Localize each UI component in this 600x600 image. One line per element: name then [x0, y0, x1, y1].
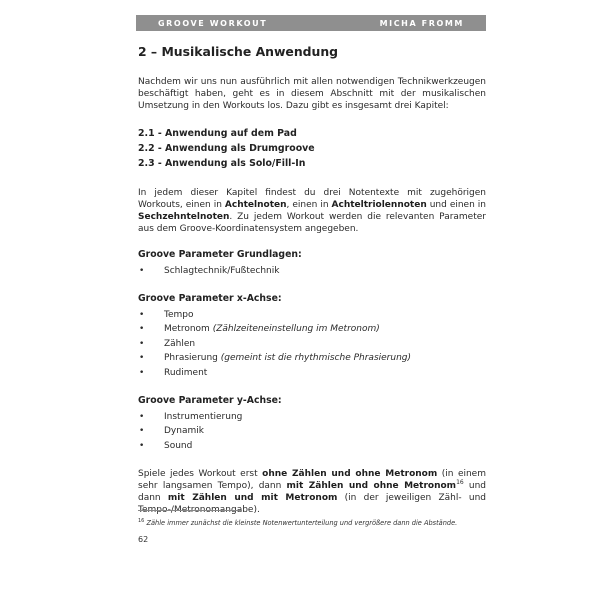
bullet-icon: •: [139, 353, 145, 364]
section-heading: Groove Parameter y-Achse:: [138, 394, 282, 406]
header-book-title: GROOVE WORKOUT: [158, 18, 268, 28]
list-item: • Schlagtechnik/Fußtechnik: [138, 264, 486, 279]
bullet-icon: •: [139, 367, 145, 378]
subchapter-item: 2.3 - Anwendung als Solo/Fill-In: [138, 158, 306, 169]
bullet-icon: •: [139, 266, 145, 276]
list-item: • Sound: [138, 439, 486, 454]
list-item: • Rudiment: [138, 366, 486, 381]
notation-paragraph: In jedem dieser Kapitel findest du drei Notentexte mit zugehörigen Workouts, einen in Achtelnoten, einen in Achteltriolennoten und einen in Sechzehntelnoten. Zu jedem Workout werden die relevanten Parameter aus dem Groove-Koordinatensystem angegeben.: [138, 188, 486, 234]
practice-paragraph: Spiele jedes Workout erst ohne Zählen und ohne Metronom (in einem sehr langsamen Tempo), dann mit Zählen und ohne Metronom$^{16}$ und dann mit Zählen und mit Metronom (in der jeweiligen Zähl- und Tempo-/Metronomangabe).: [138, 469, 487, 516]
intro-paragraph: Nachdem wir uns nun ausführlich mit allen notwendigen Technikwerkzeugen beschäftigt haben, geht es in diesem Abschnitt mit der musikalischen Umsetzung in den Workouts los. Dazu gibt es insgesamt drei Kapitel:: [138, 77, 486, 111]
subchapter-list: [138, 126, 486, 171]
footnote-marker: 16: [456, 479, 464, 487]
page-body: [138, 44, 486, 516]
list-item: • Tempo: [138, 308, 486, 323]
chapter-title: 2 – Musikalische Anwendung: [138, 44, 339, 59]
bullet-icon: •: [139, 426, 145, 437]
section-heading: Groove Parameter x-Achse:: [138, 292, 282, 304]
section-heading: Groove Parameter Grundlagen:: [138, 249, 302, 260]
list-item: • Phrasierung (gemeint ist die rhythmische Phrasierung): [138, 351, 486, 366]
footnote-divider: [138, 510, 242, 511]
bullet-icon: •: [139, 338, 145, 349]
list-item: • Zählen: [138, 337, 486, 352]
subchapter-item: 2.1 - Anwendung auf dem Pad: [138, 128, 297, 139]
running-header: [136, 15, 486, 31]
bullet-icon: •: [139, 440, 145, 451]
list-item: • Dynamik: [138, 424, 486, 439]
subchapter-item: 2.2 - Anwendung als Drumgroove: [138, 143, 315, 154]
bullet-icon: •: [139, 309, 145, 320]
list-item: • Instrumentierung: [138, 410, 486, 425]
page-number: 62: [138, 535, 149, 544]
footnote: $^{16}$ Zähle immer zunächst die kleinste Notenwertunterteilung und vergrößere dann die Abstände.: [138, 517, 458, 527]
footnote-number: 16: [138, 517, 145, 524]
list-item: • Metronom (Zählzeiteneinstellung im Metronom): [138, 322, 486, 337]
bullet-icon: •: [139, 411, 145, 422]
header-author: MICHA FROMM: [379, 18, 464, 28]
section-y-achse: [138, 395, 486, 454]
bullet-icon: •: [139, 324, 145, 335]
section-x-achse: [138, 293, 486, 381]
section-grundlagen: [138, 249, 486, 279]
